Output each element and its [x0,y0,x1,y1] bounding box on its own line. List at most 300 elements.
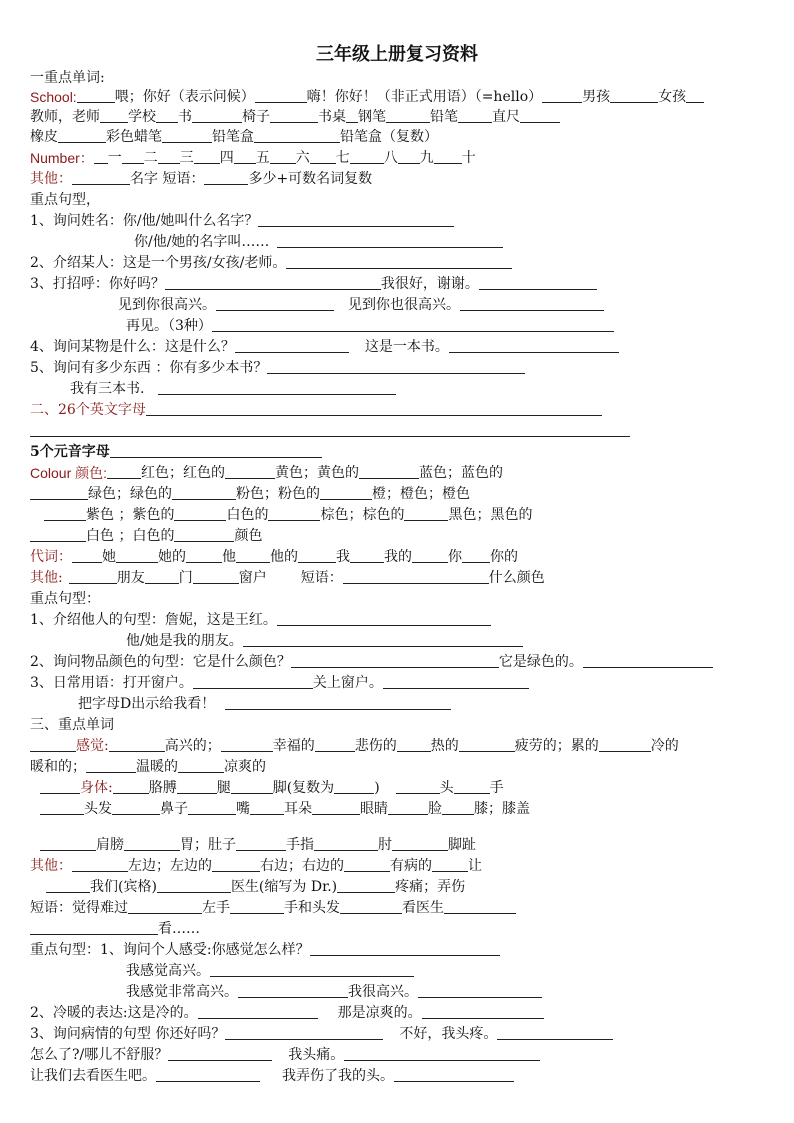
answer-blank[interactable] [315,736,355,752]
answer-blank[interactable] [212,316,614,332]
line-text: 疼痛；弄伤 [395,879,466,895]
line-text: 头 [439,780,454,796]
answer-blank[interactable] [392,835,448,851]
answer-blank[interactable] [44,505,86,521]
answer-blank[interactable] [255,87,307,103]
line-text: 那是凉爽的。 [337,1005,422,1021]
answer-blank[interactable] [110,442,322,458]
line-text: 手 [489,780,504,796]
line-text: 其他： [30,171,72,187]
line-text: 九 [419,150,434,166]
line-text: 短语： [300,570,343,586]
line-text: 1、介绍他人的句型：詹妮，这是王红。 [30,612,277,628]
answer-blank[interactable] [193,568,239,584]
line-text: 医生(缩写为 Dr.) [230,879,338,895]
line-text: 蓝色；蓝色的 [419,465,504,481]
line-text: 三 [179,150,194,166]
worksheet-line [0,940,794,961]
worksheet-line [0,68,794,89]
answer-blank[interactable] [225,1024,383,1040]
line-text: 橡皮 [30,129,58,145]
line-text: 颜色 [234,528,263,544]
line-text: 我有三本书. [70,381,145,397]
worksheet-line [0,961,794,982]
answer-blank[interactable] [254,127,340,143]
answer-blank[interactable] [432,856,468,872]
answer-blank[interactable] [158,148,180,164]
answer-blank[interactable] [458,107,492,123]
answer-blank[interactable] [343,568,489,584]
worksheet-line [0,547,794,568]
answer-blank[interactable] [225,694,451,710]
line-text: 紫色 ；紫色的 [86,507,175,523]
line-text: 红色；红色的 [141,465,226,481]
line-text: 我的 [384,549,412,565]
line-text: 钢笔 [358,109,386,125]
line-text: 膝；膝盖 [474,801,530,817]
answer-blank[interactable] [94,148,108,164]
page-title: 三年级上册复习资料 [316,44,478,65]
answer-blank[interactable] [145,568,179,584]
line-text: 男孩 [582,89,611,105]
worksheet-line [0,169,794,190]
worksheet-line [0,652,794,673]
answer-blank[interactable] [186,547,222,563]
line-text: 名字 短语： [130,171,205,187]
answer-blank[interactable] [277,232,503,248]
worksheet-line [0,400,794,421]
worksheet-line [0,442,794,463]
answer-blank[interactable] [234,148,256,164]
answer-blank[interactable] [444,898,516,914]
line-text: 热的 [430,738,459,754]
line-text: 这是一本书。 [364,339,449,355]
worksheet-line [0,568,794,589]
answer-blank[interactable] [599,736,651,752]
answer-blank[interactable] [449,337,619,353]
line-text: 你 [448,549,462,565]
worksheet-line [0,778,794,799]
answer-blank[interactable] [194,148,220,164]
line-text: 1、询问姓名：你/他/她叫什么名字？ [30,213,259,229]
line-text: 暖和的； [30,759,86,775]
answer-blank[interactable] [231,778,273,794]
answer-blank[interactable] [337,877,395,893]
answer-blank[interactable] [40,778,80,794]
worksheet-line [0,274,794,295]
answer-blank[interactable] [243,631,523,647]
line-text: 疲劳的；累的 [514,738,599,754]
answer-blank[interactable] [454,778,490,794]
line-text: 书桌 [318,109,346,125]
worksheet-line [0,253,794,274]
worksheet-line [0,484,794,505]
answer-blank[interactable] [250,799,284,815]
line-text: ) [374,780,380,796]
worksheet-line [0,87,794,108]
line-text: 3、日常用语：打开窗户。 [30,675,193,691]
worksheet-line [0,295,794,316]
answer-blank[interactable] [178,757,224,773]
line-text: 我很好，谢谢。 [380,276,479,292]
answer-blank[interactable] [221,736,273,752]
line-text: 我感觉高兴。 [126,963,210,979]
answer-blank[interactable] [235,337,349,353]
answer-blank[interactable] [397,736,431,752]
line-text: 见到你很高兴。 [118,297,216,313]
worksheet-line [0,190,794,211]
answer-blank[interactable] [188,799,236,815]
answer-blank[interactable] [113,778,149,794]
answer-blank[interactable] [230,898,284,914]
answer-blank[interactable] [58,127,106,143]
answer-blank[interactable] [383,673,529,689]
line-text: 我很高兴。 [348,984,418,1000]
worksheet-line [0,505,794,526]
answer-blank[interactable] [157,877,231,893]
line-text: 脚(复数为 [272,780,335,796]
answer-blank[interactable] [310,940,500,956]
line-text: Colour 颜色: [30,465,108,481]
worksheet-line [0,337,794,358]
line-text: 嘴 [236,801,250,817]
answer-blank[interactable] [168,1045,272,1061]
answer-blank[interactable] [225,463,275,479]
worksheet-line [0,421,794,442]
line-text: 重点句型， [30,192,100,208]
line-text: 冷的 [650,738,679,754]
line-text: 见到你也很高兴。 [348,297,460,313]
answer-blank[interactable] [298,547,336,563]
answer-blank[interactable] [270,107,318,123]
worksheet-line [0,898,794,919]
answer-blank[interactable] [30,736,76,752]
line-text: 黄色；黄色的 [275,465,360,481]
answer-blank[interactable] [100,107,128,123]
answer-blank[interactable] [238,982,348,998]
line-text: 2、冷暖的表达:这是冷的。 [30,1005,198,1021]
answer-blank[interactable] [69,568,117,584]
line-text: 三、重点单词 [30,717,114,733]
answer-blank[interactable] [610,87,658,103]
line-text: 悲伤的 [354,738,397,754]
answer-blank[interactable] [30,421,630,437]
answer-blank[interactable] [236,835,286,851]
line-text: 温暖的 [136,759,178,775]
answer-blank[interactable] [286,253,512,269]
worksheet-line [0,211,794,232]
answer-blank[interactable] [156,1066,260,1082]
line-text: 他 [222,549,236,565]
answer-blank[interactable] [30,919,158,935]
line-text: 橙；橙色；橙色 [372,486,470,502]
answer-blank[interactable] [72,169,130,185]
worksheet-line [0,127,794,148]
answer-blank[interactable] [236,547,270,563]
line-text: 我们(宾格) [90,879,157,895]
answer-blank[interactable] [216,295,334,311]
line-text: 怎么了?/哪儿不舒服？ [30,1047,169,1063]
line-text: 教师，老师 [30,109,100,125]
line-text: 嗨！你好！（非正式用语）（=hello） [306,89,543,105]
line-text: 耳朵 [284,801,312,817]
worksheet-line [0,919,794,940]
line-text: 二 [143,150,158,166]
answer-blank[interactable] [156,107,178,123]
line-text: 七 [335,150,350,166]
answer-blank[interactable] [109,736,165,752]
line-text: 3、询问病情的句型 你还好吗？ [30,1026,226,1042]
answer-blank[interactable] [258,211,454,227]
line-text: 肘 [378,837,392,853]
line-text: 铅笔 [430,109,458,125]
line-text: 看…… [158,921,200,937]
answer-blank[interactable] [350,547,384,563]
line-text: 学校 [128,109,156,125]
line-text: 高兴的； [164,738,221,754]
answer-blank[interactable] [277,610,491,626]
answer-blank[interactable] [122,148,144,164]
line-text: 胳膊 [148,780,177,796]
line-text: 窗户 [238,570,267,586]
line-text: 粉色；粉色的 [236,486,320,502]
answer-blank[interactable] [212,856,260,872]
answer-blank[interactable] [172,484,236,500]
line-text: 铅笔盒 [212,129,254,145]
answer-blank[interactable] [204,169,248,185]
answer-blank[interactable] [312,799,360,815]
answer-blank[interactable] [72,547,102,563]
answer-blank[interactable] [344,856,390,872]
answer-blank[interactable] [340,898,402,914]
worksheet-line [0,736,794,757]
line-text: 五 [255,150,270,166]
answer-blank[interactable] [310,148,336,164]
line-text: 门 [178,570,193,586]
line-text: 直尺 [492,109,520,125]
line-text: 身体: [80,780,113,796]
answer-blank[interactable] [162,127,212,143]
line-text: 喂；你好（表示问候） [114,89,255,105]
line-text: 我 [336,549,350,565]
worksheet-line [0,673,794,694]
answer-blank[interactable] [442,799,474,815]
line-text: 让我们去看医生吧。 [30,1068,156,1084]
answer-blank[interactable] [583,652,713,668]
worksheet-line [0,799,794,820]
line-text: 5个元音字母 [30,444,110,460]
line-text: 左手 [202,900,230,916]
line-text: 多少+可数名词复数 [248,171,373,187]
answer-blank[interactable] [434,148,462,164]
line-text: 眼睛 [360,801,388,817]
worksheet-line [0,1003,794,1024]
line-text: 4、询问某物是什么：这是什么？ [30,339,235,355]
answer-blank[interactable] [542,87,582,103]
line-text: 棕色；棕色的 [320,507,405,523]
answer-blank[interactable] [497,1024,613,1040]
line-text: 肩膀 [96,837,124,853]
answer-blank[interactable] [30,526,86,542]
answer-blank[interactable] [404,505,448,521]
line-text: 铅笔盒（复数） [340,129,438,145]
answer-blank[interactable] [174,526,234,542]
line-text: 黑色；黑色的 [448,507,533,523]
line-text: 什么颜色 [488,570,545,586]
worksheet-line [0,316,794,337]
worksheet-line [0,1045,794,1066]
answer-blank[interactable] [460,295,604,311]
line-text: 看医生 [402,900,444,916]
worksheet-line [0,589,794,610]
line-text: 鼻子 [160,801,188,817]
answer-blank[interactable] [520,107,560,123]
answer-blank[interactable] [174,505,226,521]
answer-blank[interactable] [158,379,396,395]
answer-blank[interactable] [124,835,180,851]
line-text: 四 [219,150,234,166]
line-text: 短语：觉得难过 [30,900,128,916]
answer-blank[interactable] [267,358,525,374]
line-text: 你的 [490,549,518,565]
answer-blank[interactable] [270,148,296,164]
answer-blank[interactable] [388,799,428,815]
answer-blank[interactable] [412,547,448,563]
answer-blank[interactable] [398,148,420,164]
line-text: 我感觉非常高兴。 [126,984,238,1000]
answer-blank[interactable] [165,274,381,290]
answer-blank[interactable] [210,961,414,977]
worksheet-line [0,982,794,1003]
line-text: 手和头发 [284,900,340,916]
line-text: School: [30,89,77,105]
worksheet-line [0,463,794,484]
line-text: 代词： [30,549,72,565]
line-text: 腿 [216,780,231,796]
line-text: 3、打招呼：你好吗？ [30,276,165,292]
answer-blank[interactable] [314,835,378,851]
line-text: 手指 [286,837,314,853]
answer-blank[interactable] [350,148,384,164]
answer-blank[interactable] [268,505,320,521]
line-text: 2、介绍某人：这是一个男孩/女孩/老师。 [30,255,287,271]
line-text: 重点句型： [30,591,100,607]
line-text: 书 [178,109,192,125]
worksheet-line [0,757,794,778]
line-text: 我弄伤了我的头。 [282,1068,394,1084]
answer-blank[interactable] [344,1045,540,1061]
line-text: 他的 [270,549,298,565]
answer-blank[interactable] [386,107,430,123]
line-text: 再见。（3种） [126,318,212,334]
answer-blank[interactable] [128,898,202,914]
answer-blank[interactable] [686,87,704,103]
answer-blank[interactable] [422,1003,544,1019]
worksheet-line [0,232,794,253]
line-text: 5、询问有多少东西 ：你有多少本书？ [30,360,268,376]
answer-blank[interactable] [86,757,136,773]
answer-blank[interactable] [396,778,440,794]
line-text: 脸 [428,801,442,817]
answer-blank[interactable] [394,1066,514,1082]
line-text: 有病的 [390,858,432,874]
answer-blank[interactable] [107,463,141,479]
answer-blank[interactable] [40,799,84,815]
answer-blank[interactable] [459,736,515,752]
line-text: 凉爽的 [224,759,266,775]
line-text: 白色 ；白色的 [86,528,175,544]
line-text: 女孩 [658,89,687,105]
answer-blank[interactable] [192,107,242,123]
worksheet-line [0,1066,794,1087]
answer-blank[interactable] [291,652,499,668]
answer-blank[interactable] [418,982,542,998]
line-text: Number： [30,150,94,166]
line-text: 其他: [30,570,63,586]
line-text: 他/她是我的朋友。 [126,633,243,649]
answer-blank[interactable] [193,673,313,689]
answer-blank[interactable] [46,877,90,893]
line-text: 右边；右边的 [260,858,344,874]
line-text: 把字母D出示给我看！ [78,696,216,712]
line-text: 你/他/她的名字叫…… [134,234,270,250]
answer-blank[interactable] [77,87,115,103]
answer-blank[interactable] [320,484,372,500]
worksheet-line [0,526,794,547]
answer-blank[interactable] [146,400,602,416]
answer-blank[interactable] [40,835,96,851]
answer-blank[interactable] [112,799,160,815]
answer-blank[interactable] [30,484,88,500]
worksheet-line [0,148,794,169]
line-text: 脚趾 [448,837,476,853]
line-text: 它是绿色的。 [498,654,583,670]
answer-blank[interactable] [198,1003,318,1019]
line-text: 不好，我头疼。 [399,1026,498,1042]
line-text: 六 [295,150,310,166]
line-text: 白色的 [226,507,269,523]
line-text: 让 [468,858,482,874]
answer-blank[interactable] [72,856,128,872]
line-text: 朋友 [116,570,145,586]
answer-blank[interactable] [334,778,374,794]
worksheet-line [0,835,794,856]
worksheet-line [0,107,794,128]
line-text: 一重点单词: [30,70,105,86]
line-text: 十 [461,150,476,166]
line-text: 彩色蜡笔 [106,129,162,145]
line-text: 我头痛。 [288,1047,345,1063]
answer-blank[interactable] [359,463,419,479]
line-text: 重点句型：1、询问个人感受:你感觉怎么样？ [30,942,310,958]
line-text: 幸福的 [272,738,315,754]
answer-blank[interactable] [462,547,490,563]
line-text: 绿色；绿色的 [88,486,172,502]
worksheet-line [0,715,794,736]
worksheet-line [0,877,794,898]
worksheet-line [0,379,794,400]
answer-blank[interactable] [479,274,597,290]
line-text: 关上窗户。 [312,675,383,691]
line-text: 她的 [158,549,186,565]
worksheet-line [0,610,794,631]
answer-blank[interactable] [116,547,158,563]
worksheet-line [0,358,794,379]
line-text: 胃；肚子 [180,837,236,853]
line-text: 2、询问物品颜色的句型：它是什么颜色？ [30,654,291,670]
answer-blank[interactable] [177,778,217,794]
answer-blank[interactable] [346,107,358,123]
